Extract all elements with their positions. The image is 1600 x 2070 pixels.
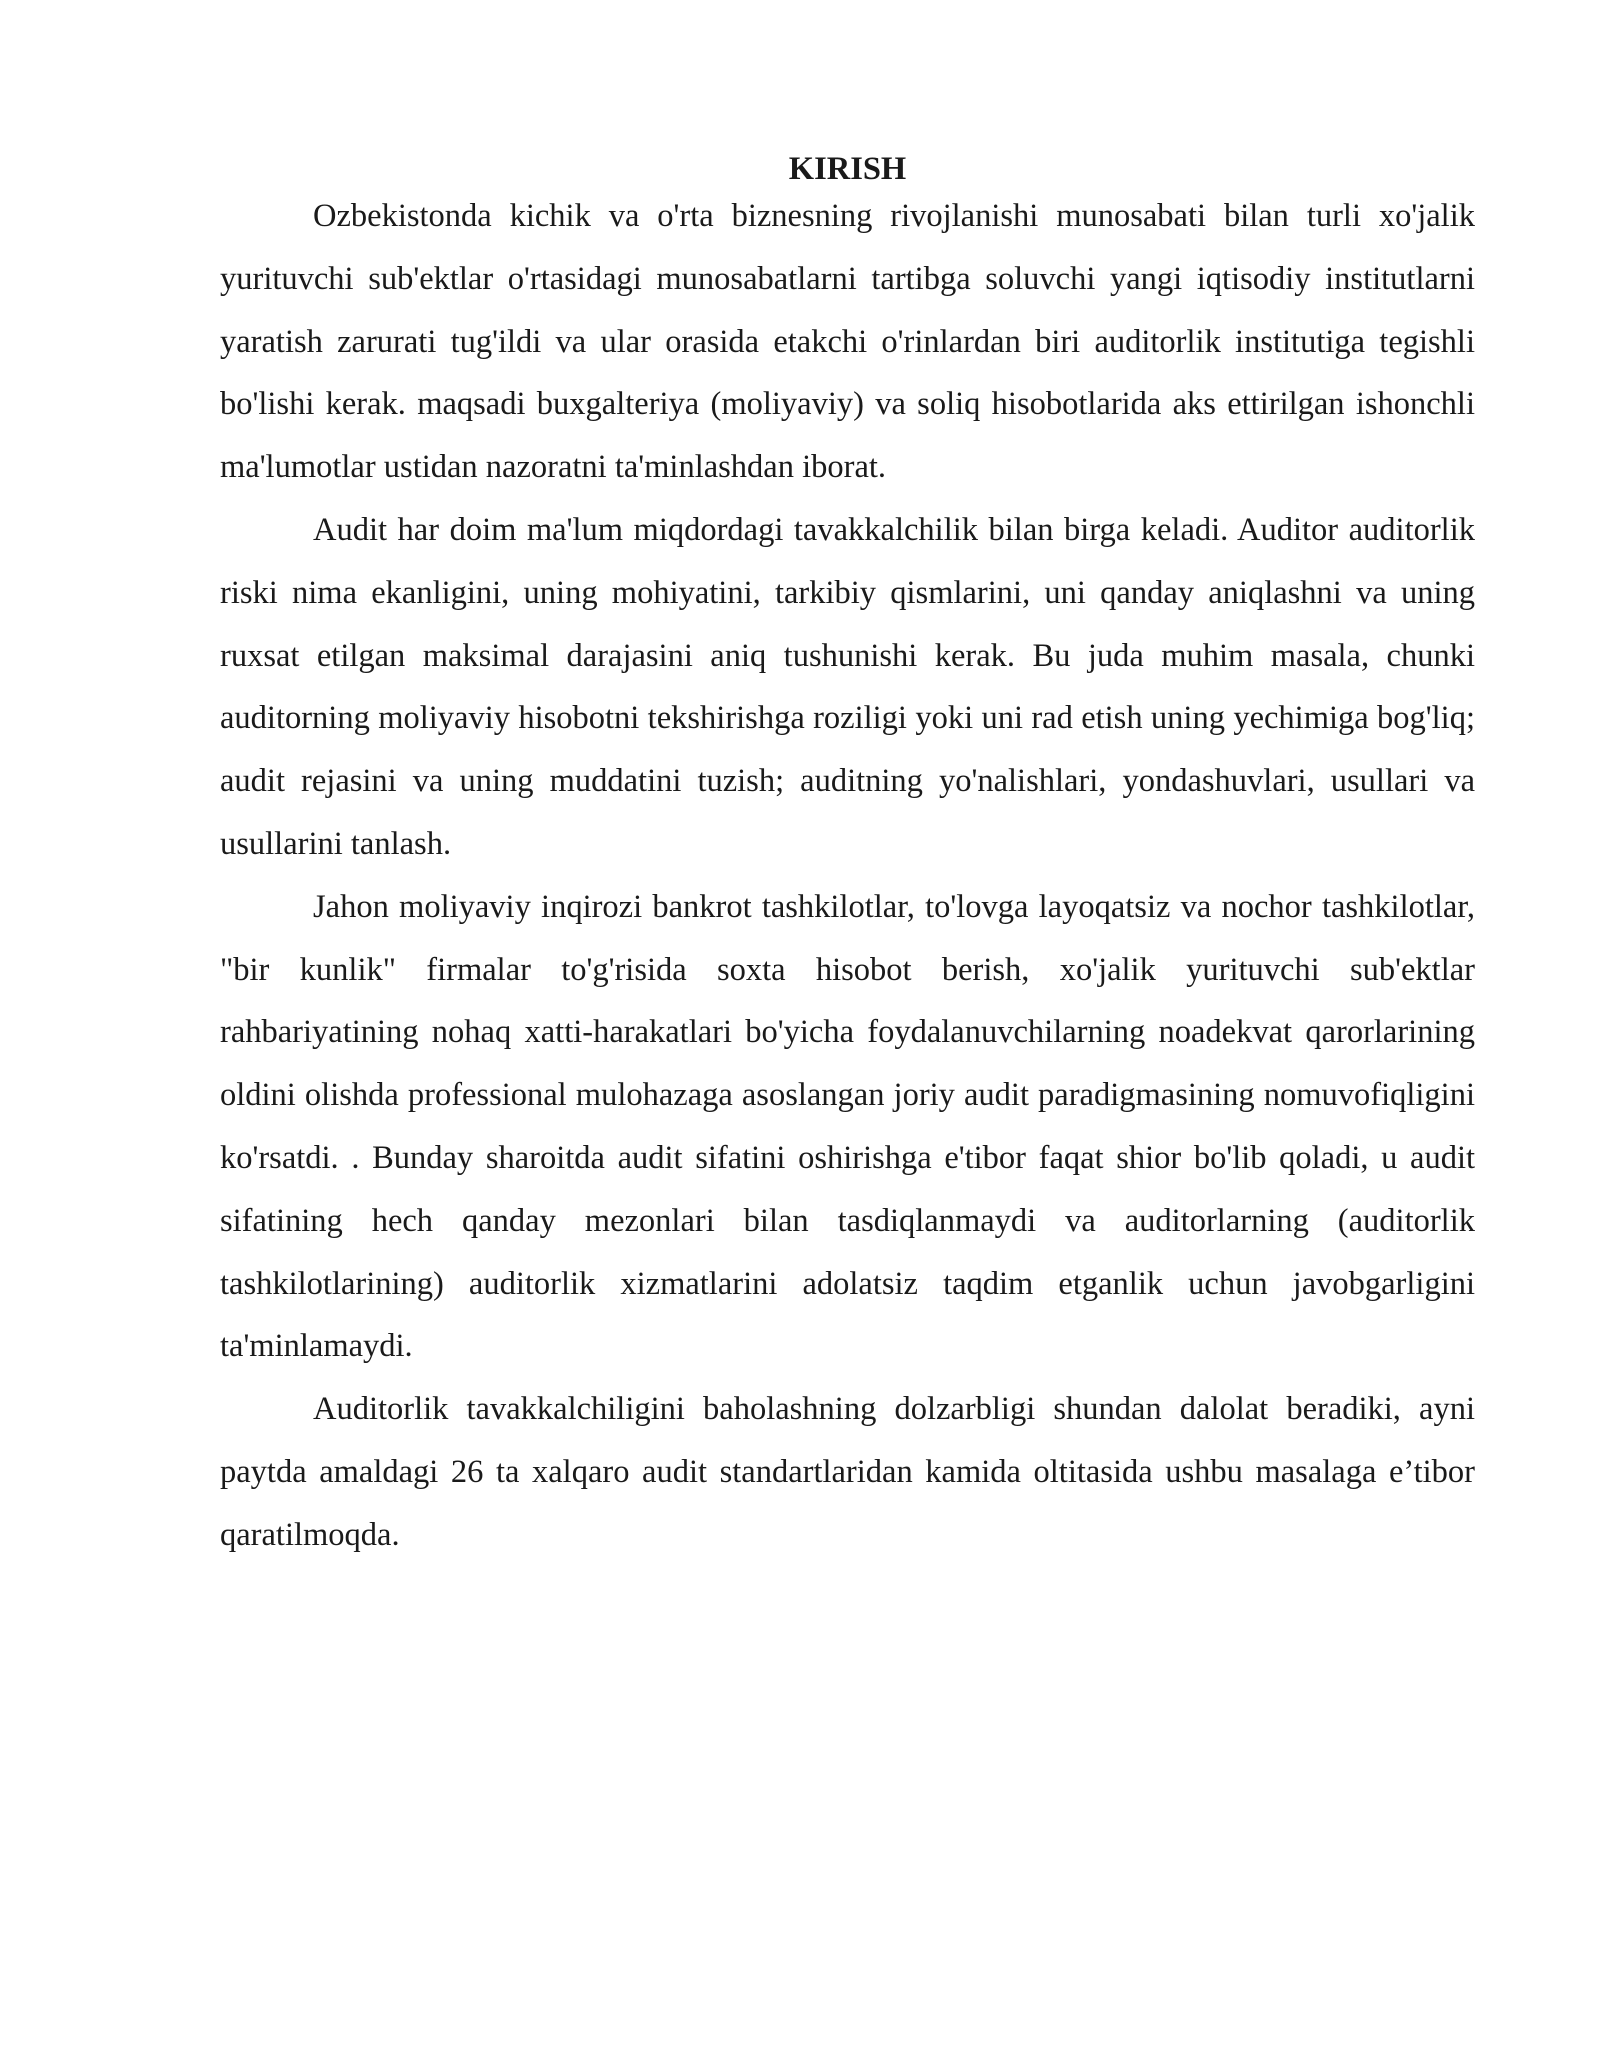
paragraph-4: Auditorlik tavakkalchiligini baholashning dolzarbligi shundan dalolat beradiki, ayni paytda amaldagi 26 ta xalqaro audit standartlaridan kamida oltitasida ushbu masalaga e’tibor qaratilmoqda. bbox=[220, 1391, 1475, 1553]
paragraph-1: Ozbekistonda kichik va o'rta biznesning rivojlanishi munosabati bilan turli xo'jalik yurituvchi sub'ektlar o'rtasidagi munosabatlarni tartibga soluvchi yangi iqtisodiy institutlarni yaratish zarurati tug'ildi va ular orasida etakchi o'rinlardan biri auditorlik institutiga tegishli bo'lishi kerak. maqsadi buxgalteriya (moliyaviy) va soliq hisobotlarida aks ettirilgan ishonchli ma'lumotlar ustidan nazoratni ta'minlashdan iborat. bbox=[220, 198, 1475, 486]
paragraph-2: Audit har doim ma'lum miqdordagi tavakkalchilik bilan birga keladi. Auditor auditorlik riski nima ekanligini, uning mohiyatini, tarkibiy qismlarini, uni qanday aniqlashni va uning ruxsat etilgan maksimal darajasini aniq tushunishi kerak. Bu juda muhim masala, chunki auditorning moliyaviy hisobotni tekshirishga roziligi yoki uni rad etish uning yechimiga bog'liq; audit rejasini va uning muddatini tuzish; auditning yo'nalishlari, yondashuvlari, usullari va usullarini tanlash. bbox=[220, 511, 1475, 862]
page-title: KIRISH bbox=[788, 151, 907, 187]
paragraph-3: Jahon moliyaviy inqirozi bankrot tashkilotlar, to'lovga layoqatsiz va nochor tashkilotlar, "bir kunlik" firmalar to'g'risida soxta hisobot berish, xo'jalik yurituvchi sub'ektlar rahbariyatining nohaq xatti-harakatlari bo'yicha foydalanuvchilarning noadekvat qarorlarining oldini olishda professional mulohazaga asoslangan joriy audit paradigmasining nomuvofiqligini ko'rsatdi. . Bunday sharoitda audit sifatini oshirishga e'tibor faqat shior bo'lib qoladi, u audit sifatining hech qanday mezonlari bilan tasdiqlanmaydi va auditorlarning (auditorlik tashkilotlarining) auditorlik xizmatlarini adolatsiz taqdim etganlik uchun javobgarligini ta'minlamaydi. bbox=[220, 888, 1475, 1365]
document-body bbox=[220, 148, 1475, 1567]
